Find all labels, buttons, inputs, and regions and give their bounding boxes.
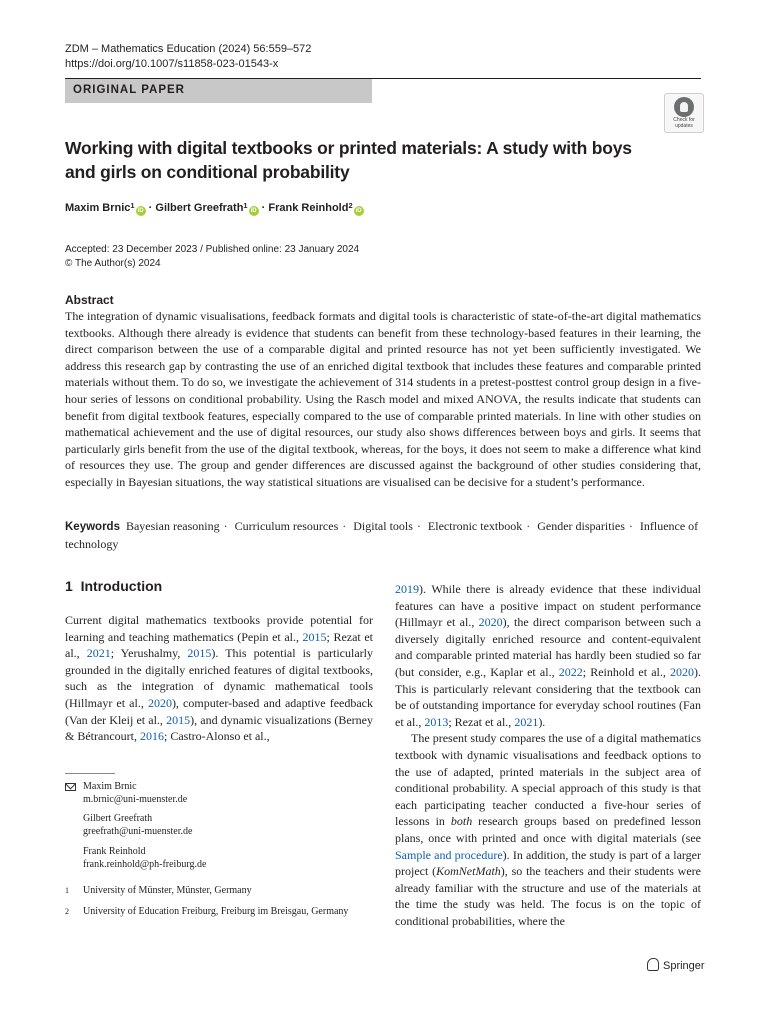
contact-name: Frank Reinhold (83, 846, 146, 857)
publisher-name: Springer (663, 960, 705, 972)
affiliation-2 (65, 905, 385, 935)
affiliation-text: University of Münster, Münster, Germany (83, 885, 252, 896)
journal-citation: ZDM – Mathematics Education (2024) 56:559–572 (65, 43, 312, 55)
author-name[interactable]: Gilbert Greefrath (155, 202, 244, 214)
right-column (395, 581, 701, 929)
journal-header (65, 42, 311, 72)
citation-link[interactable]: 2021 (86, 646, 111, 661)
doi-link[interactable]: https://doi.org/10.1007/s11858-023-01543-x (65, 58, 279, 70)
contact-entry (83, 780, 383, 806)
affiliation-1 (65, 884, 385, 900)
section-link[interactable]: Sample and procedure (395, 847, 503, 862)
affiliation-number: 1 (65, 886, 69, 895)
section-title: Introduction (80, 578, 163, 594)
affiliation-mark: 2 (348, 201, 353, 210)
section-number: 1 (65, 578, 73, 594)
keyword: Gender disparities (537, 519, 625, 533)
section-heading-introduction (65, 578, 162, 594)
check-for-updates-text: Check for updates (673, 117, 695, 129)
keyword: Electronic textbook (427, 519, 523, 533)
check-for-updates-badge[interactable] (664, 93, 704, 133)
author-separator: · (261, 202, 266, 214)
left-column (65, 612, 373, 745)
citation-link[interactable]: 2020 (670, 664, 695, 679)
orcid-icon[interactable]: iD (355, 208, 362, 214)
citation-link[interactable]: 2022 (558, 664, 583, 679)
citation-link[interactable]: 2020 (478, 615, 503, 630)
citation-link[interactable]: 2021 (514, 714, 539, 729)
citation-link[interactable]: 2016 (139, 729, 164, 744)
bookmark-icon (674, 97, 694, 117)
intro-paragraph: The present study compares the use of a digital mathematics textbook with dynamic visualisations and feedback options to the use of adapted, printed materials in the subject area of conditional probability. A special approach of this study is that each participating teacher conducted a five-hour series of lessons in both research groups based on predefined lesson plans, once with printed and once with digital materials (see Sample and procedure). In addition, the study is part of a larger project (KomNetMath), so the teachers and their students were already familiar with the structure and use of the materials at the time the study was held. The focus is on the topic of conditional probabilities, where the (395, 731, 701, 928)
copyright-line: © The Author(s) 2024 (65, 258, 161, 269)
article-type-bar (65, 79, 372, 103)
affiliation-mark: 1 (130, 201, 135, 210)
citation-link[interactable]: 2015 (187, 646, 212, 661)
footnote-rule (65, 773, 115, 774)
keyword: Digital tools (353, 519, 413, 533)
contact-name: Maxim Brnic (83, 781, 137, 792)
keywords-label: Keywords (65, 521, 120, 533)
contact-entry (83, 812, 383, 838)
publisher-logo (647, 958, 705, 972)
keyword: Bayesian reasoning (125, 519, 220, 533)
keyword: Curriculum resources (234, 519, 339, 533)
accepted-published-line: Accepted: 23 December 2023 / Published online: 23 January 2024 (65, 244, 360, 255)
contact-email[interactable]: m.brnic@uni-muenster.de (83, 794, 188, 805)
citation-link[interactable]: 2015 (302, 629, 327, 644)
springer-horse-icon (647, 958, 659, 971)
contact-email[interactable]: greefrath@uni-muenster.de (83, 826, 193, 837)
citation-link[interactable]: 2013 (424, 714, 449, 729)
abstract-text: The integration of dynamic visualisations, feedback formats and digital tools is characteristic of state-of-the-art digital mathematics textbooks. Although there already is evidence that students can benefit from these technology-based features in their learning, the direct comparison between the use of a comparable digital and printed resource has not yet been sufficiently investigated. We address this research gap by contrasting the use of an enriched digital textbook that includes these features and comparable printed materials without them. To do so, we investigate the achievement of 314 students in a pretest-posttest control group design in a five-hour series of lessons on conditional probability. Using the Rasch model and mixed ANOVA, the results indicate that students can benefit from digital textbook features, especially compared to the use of comparable printed materials. In line with other studies on mathematical achievement and the use of digital resources, our study also shows differences between boys and girls. It seems that particularly girls benefit from the use of the digital textbook, whereas, for the boys, it does not seem to make a difference what kind of resources they use. The group and gender differences are discussed against the background of other studies considering that, especially in Bayesian situations, the way statistical situations are visualised can be decisive for a student’s performance. (65, 309, 701, 489)
citation-link[interactable]: 2015 (166, 712, 191, 727)
contact-email[interactable]: frank.reinhold@ph-freiburg.de (83, 859, 207, 870)
intro-paragraph: 2019). While there is already evidence that these individual features can have a positive impact on student performance (Hillmayr et al., 2020), the direct comparison between such a diversely digitally enriched resource and content-equivalent and comparable printed material has hardly been studied so far (but consider, e.g., Kaplar et al., 2022; Reinhold et al., 2020). This is particularly relevant considering that the textbook can be of outstanding importance for everyday school routines (Fan et al., 2013; Rezat et al., 2021). (395, 582, 702, 729)
citation-link[interactable]: 2019 (395, 582, 419, 596)
article-type-label: ORIGINAL PAPER (73, 84, 185, 96)
contact-name: Gilbert Greefrath (83, 813, 153, 824)
affiliation-number: 2 (65, 907, 69, 916)
contact-entry (83, 845, 383, 871)
citation-link[interactable]: 2020 (147, 695, 172, 710)
orcid-icon[interactable]: iD (250, 208, 257, 214)
orcid-icon[interactable]: iD (137, 208, 144, 214)
envelope-icon (65, 783, 76, 791)
affiliation-text: University of Education Freiburg, Freiburg im Breisgau, Germany (83, 906, 349, 917)
correspondence-block (65, 780, 375, 870)
intro-paragraph: Current digital mathematics textbooks provide potential for learning and teaching mathematics (Pepin et al., 2015; Rezat et al., 2021; Yerushalmy, 2015). This potential is particularly grounded in the digitally enriched features of digital textbooks, such as the integration of dynamic mathematical tools (Hillmayr et al., 2020), computer-based and adaptive feedback (Van der Kleij et al., 2015), and dynamic visualizations (Berney & Bétrancourt, 2016; Castro-Alonso et al., (65, 613, 374, 744)
author-separator: · (148, 202, 153, 214)
author-name[interactable]: Maxim Brnic (65, 202, 131, 214)
abstract-heading: Abstract (65, 293, 114, 307)
affiliation-mark: 1 (243, 201, 248, 210)
publication-dates (65, 243, 359, 271)
author-list (65, 202, 364, 216)
keyword: Influence of technology (65, 519, 699, 551)
keywords: Keywords Bayesian reasoning · Curriculum resources · Digital tools · Electronic textbook · Gender disparities · Influence of technology (65, 519, 699, 551)
author-name[interactable]: Frank Reinhold (268, 202, 349, 214)
paper-title: Working with digital textbooks or printed materials: A study with boys and girls on conditional probability (65, 138, 632, 182)
